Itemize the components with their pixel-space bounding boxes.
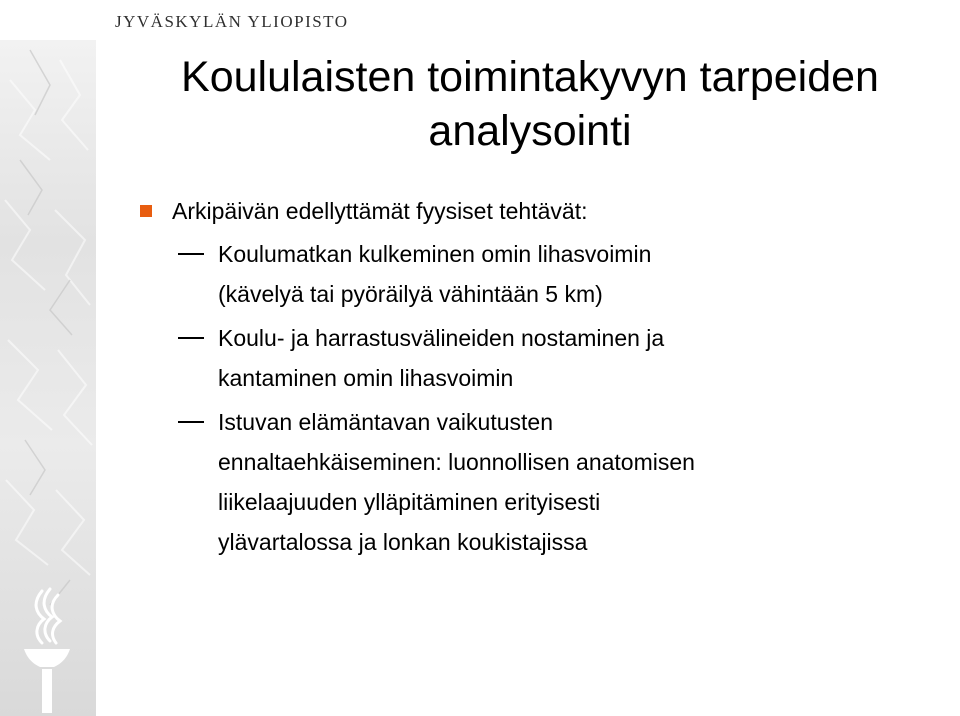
slide-title <box>115 50 945 158</box>
subitem-line: liikelaajuuden ylläpitäminen erityisesti <box>218 489 601 515</box>
main-bullet <box>140 198 587 225</box>
title-line-2: analysointi <box>428 107 632 155</box>
dash-bullet-icon <box>178 337 204 339</box>
title-line-1: Koululaisten toimintakyvyn tarpeiden <box>181 53 879 101</box>
subitem-line: Istuvan elämäntavan vaikutusten <box>218 409 553 435</box>
university-name: JYVÄSKYLÄN YLIOPISTO <box>115 12 349 31</box>
subitem-line: (kävelyä tai pyöräilyä vähintään 5 km) <box>218 281 603 307</box>
subitem-line: ennaltaehkäiseminen: luonnollisen anatomisen <box>218 449 695 475</box>
subitem-line: Koulu- ja harrastusvälineiden nostaminen ja <box>218 325 665 351</box>
main-bullet-text: Arkipäivän edellyttämät fyysiset tehtävät: <box>172 198 588 224</box>
subitem <box>178 318 664 398</box>
subitem-line: ylävartalossa ja lonkan koukistajissa <box>218 529 588 555</box>
torch-logo-icon <box>18 585 76 715</box>
dash-bullet-icon <box>178 421 204 423</box>
dash-bullet-icon <box>178 253 204 255</box>
subitem <box>178 402 695 562</box>
subitem <box>178 234 651 314</box>
subitem-line: Koulumatkan kulkeminen omin lihasvoimin <box>218 241 652 267</box>
square-bullet-icon <box>140 205 152 217</box>
subitem-line: kantaminen omin lihasvoimin <box>218 365 514 391</box>
